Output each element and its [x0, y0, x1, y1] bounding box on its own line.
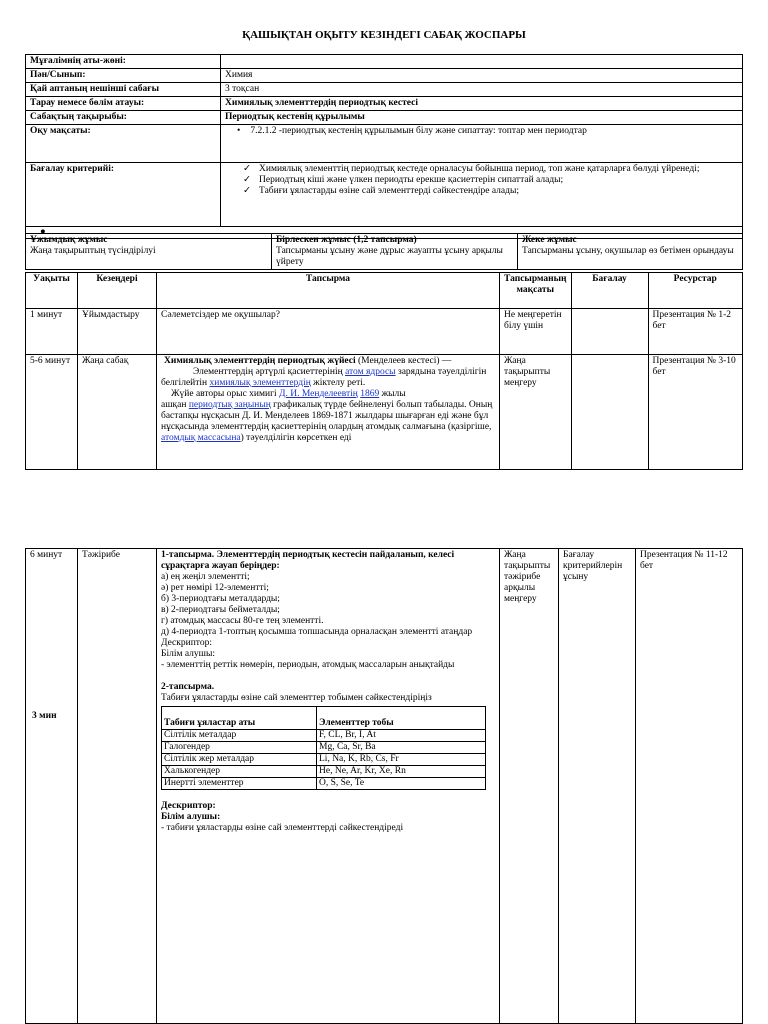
row1-stage: Ұйымдастыру [78, 309, 157, 355]
link-atom-nucleus[interactable]: атом ядросы [345, 367, 396, 377]
header-task: Тапсырма [157, 273, 500, 309]
objective-label: Оқу мақсаты: [26, 125, 221, 163]
teacher-label: Мұғалімнің аты-жөні: [26, 55, 221, 69]
row2-time: 5-6 минут [26, 355, 78, 470]
joint-work-title: Бірлескен жұмыс (1,2 тапсырма) [276, 235, 417, 245]
family-elements: Mg, Ca, Sr, Ba [317, 742, 486, 754]
row2-text: жіктелу реті. [310, 378, 366, 388]
natural-families-table [161, 706, 486, 790]
row2-goal: Жаңа тақырыпты меңгеру [500, 355, 572, 470]
header-time: Уақыты [26, 273, 78, 309]
descriptor-title: Дескриптор: [161, 801, 216, 811]
row1-goal: Не меңгеретін білу үшін [500, 309, 572, 355]
row3-task [157, 549, 500, 1024]
joint-work-cell [272, 234, 518, 270]
individual-work-cell [518, 234, 743, 270]
row2-text: жылы [379, 389, 406, 399]
row3-time-1: 6 минут [30, 550, 63, 560]
collective-work-text: Жаңа тақырыптың түсіндірілуі [30, 246, 156, 256]
family-elements: Li, Na, K, Rb, Cs, Fr [317, 754, 486, 766]
spacer [161, 790, 495, 801]
row2-stage: Жаңа сабақ [78, 355, 157, 470]
collective-work-cell [26, 234, 272, 270]
task1-item: а) ең жеңіл элементті; [161, 572, 250, 582]
task1-item: г) атомдық массасы 80-ге тең элементті. [161, 616, 324, 626]
row2-paragraph-1 [161, 356, 495, 367]
families-header-name: Табиғи ұяластар аты [162, 707, 317, 730]
family-name: Халькогендер [162, 766, 317, 778]
task1-item: б) 3-периодтағы металдарды; [161, 594, 280, 604]
family-elements: O, S, Se, Te [317, 778, 486, 790]
criteria-item: ✓ Табиғи ұяластарды өзіне сай элементтерді сәйкестендіре алады; [241, 186, 738, 197]
spacer [161, 671, 495, 682]
link-periodic-law[interactable]: периодтық заңының [188, 400, 271, 410]
teacher-value [221, 55, 743, 69]
header-goal: Тапсырманың мақсаты [500, 273, 572, 309]
family-name: Галогендер [162, 742, 317, 754]
task1-item: ә) рет нөмірі 12-элементті; [161, 583, 269, 593]
objective-cell [221, 125, 743, 163]
row3-time-2: 3 мин [32, 711, 57, 721]
row2-text: ашқан [161, 400, 189, 410]
lesson-info-table [25, 54, 743, 239]
row2-text: Жүйе авторы орыс химигі [171, 389, 280, 399]
topic-value: Периодтық кестенің құрылымы [221, 111, 743, 125]
row1-time: 1 минут [26, 309, 78, 355]
criteria-list [225, 164, 738, 197]
individual-work-text: Тапсырманы ұсыну, оқушылар өз бетімен орындауы [522, 246, 734, 256]
row2-paragraph-3 [161, 389, 495, 400]
subject-label: Пән/Сынып: [26, 69, 221, 83]
task1-title: 1-тапсырма. Элементтердің периодтық кестесін пайдаланып, келесі сұрақтарға жауап беріңдер: [161, 550, 455, 571]
link-atomic-mass[interactable]: атомдық массасына [161, 433, 241, 443]
criteria-cell [221, 163, 743, 227]
family-elements: F, CL, Br, I, At [317, 730, 486, 742]
collective-work-title: Ұжымдық жұмыс [30, 235, 108, 245]
bullet-icon: ● [40, 227, 46, 237]
row2-text: Элементтердің әртүрлі қасиеттерінің [193, 367, 346, 377]
row2-paragraph-2 [161, 367, 495, 389]
week-value: 3 тоқсан [221, 83, 743, 97]
lesson-plan-table [25, 272, 743, 470]
row1-assessment [571, 309, 648, 355]
table-row [162, 778, 486, 790]
family-name: Сілтілік металдар [162, 730, 317, 742]
row2-paragraph-4 [161, 400, 495, 444]
page-title: ҚАШЫҚТАН ОҚЫТУ КЕЗІНДЕГІ САБАҚ ЖОСПАРЫ [242, 29, 526, 41]
link-chemical-elements[interactable]: химиялық элементтердің [209, 378, 311, 388]
task1-item: Білім алушы: [161, 649, 215, 659]
row3-resource: Презентация № 11-12 бет [636, 549, 743, 1024]
lesson-plan-table-continued [25, 548, 743, 1024]
topic-label: Сабақтың тақырыбы: [26, 111, 221, 125]
row2-text: ) тәуелділігін көрсеткен еді [240, 433, 352, 443]
individual-work-title: Жеке жұмыс [522, 235, 577, 245]
row2-task [157, 355, 500, 470]
family-name: Инертті элементтер [162, 778, 317, 790]
row3-assessment: Бағалау критерийлерін ұсыну [559, 549, 636, 1024]
joint-work-text: Тапсырманы ұсыну және дұрыс жауапты ұсыну арқылы үйрету [276, 246, 503, 267]
criteria-label: Бағалау критерийі: [26, 163, 221, 227]
row3-stage: Тәжірибе [78, 549, 157, 1024]
table-row [162, 730, 486, 742]
row1-resource: Презентация № 1-2 бет [648, 309, 743, 355]
row2-text: (Менделеев кестесі) — [355, 356, 452, 366]
criteria-item: ✓ Периодтың кіші және үлкен периодты ерекше қасиеттерін сипаттай алады; [241, 175, 738, 186]
table-row [162, 754, 486, 766]
families-header-group: Элементтер тобы [317, 707, 486, 730]
row3-time [26, 549, 78, 1024]
task1-item: в) 2-периодтағы бейметалды; [161, 605, 280, 615]
table-row [162, 742, 486, 754]
family-elements: He, Ne, Ar, Kr, Xe, Rn [317, 766, 486, 778]
row1-task: Сәлеметсіздер ме оқушылар? [157, 309, 500, 355]
row2-resource: Презентация № 3-10 бет [648, 355, 743, 470]
section-value: Химиялық элементтердің периодтық кестесі [221, 97, 743, 111]
subject-value: Химия [221, 69, 743, 83]
task1-item: - элементтің реттік нөмерін, периодын, атомдық массаларын анықтайды [161, 660, 455, 670]
header-assessment: Бағалау [571, 273, 648, 309]
row2-text: зарядына тәуелділігін белгілейтін [161, 367, 487, 388]
objective-value: 7.2.1.2 -периодтық кестенің құрылымын білу және сипаттау: топтар мен периодтар [250, 126, 587, 136]
bullet-icon: • [237, 126, 241, 136]
work-types-table [25, 233, 743, 270]
criteria-item: ✓ Химиялық элементтің периодтық кестеде орналасуы бойынша период, топ және қатарларға бөлуді үйренеді; [241, 164, 738, 175]
section-label: Тарау немесе бөлім атауы: [26, 97, 221, 111]
descriptor-subtitle: Білім алушы: [161, 812, 221, 822]
row2-assessment [571, 355, 648, 470]
descriptor-text: - табиғи ұяластарды өзіне сай элементтерді сәйкестендіреді [161, 823, 404, 833]
row3-goal: Жаңа тақырыпты тәжірибе арқылы меңгеру [500, 549, 559, 1024]
header-stage: Кезеңдері [78, 273, 157, 309]
week-label: Қай аптаның нешінші сабағы [26, 83, 221, 97]
table-row [162, 766, 486, 778]
link-mendeleev[interactable]: Д. И. Менделеевтің [279, 389, 358, 399]
task2-title: 2-тапсырма. [161, 682, 215, 692]
task2-text: Табиғи ұяластарды өзіне сай элементтер тобымен сәйкестендіріңіз [161, 693, 432, 703]
task1-item: д) 4-периодта 1-топтың қосымша топшасында орналасқан элементті атаңдар [161, 627, 473, 637]
periodic-system-term: Химиялық элементтердің периодтық жүйесі [164, 356, 356, 366]
family-name: Сілтілік жер металдар [162, 754, 317, 766]
task1-item: Дескриптор: [161, 638, 212, 648]
header-resources: Ресурстар [648, 273, 743, 309]
link-1869[interactable]: 1869 [360, 389, 380, 399]
row2-text: графикалық түрде бейнеленуі болып табылады. Оның бастапқы нұсқасын Д. И. Менделеев 1869-1871 жылдары шығарған еді және бұл нұсқасында элементтердің қасиеттерінің олардың атомдық салмағына (қазіргіше, [161, 400, 493, 432]
